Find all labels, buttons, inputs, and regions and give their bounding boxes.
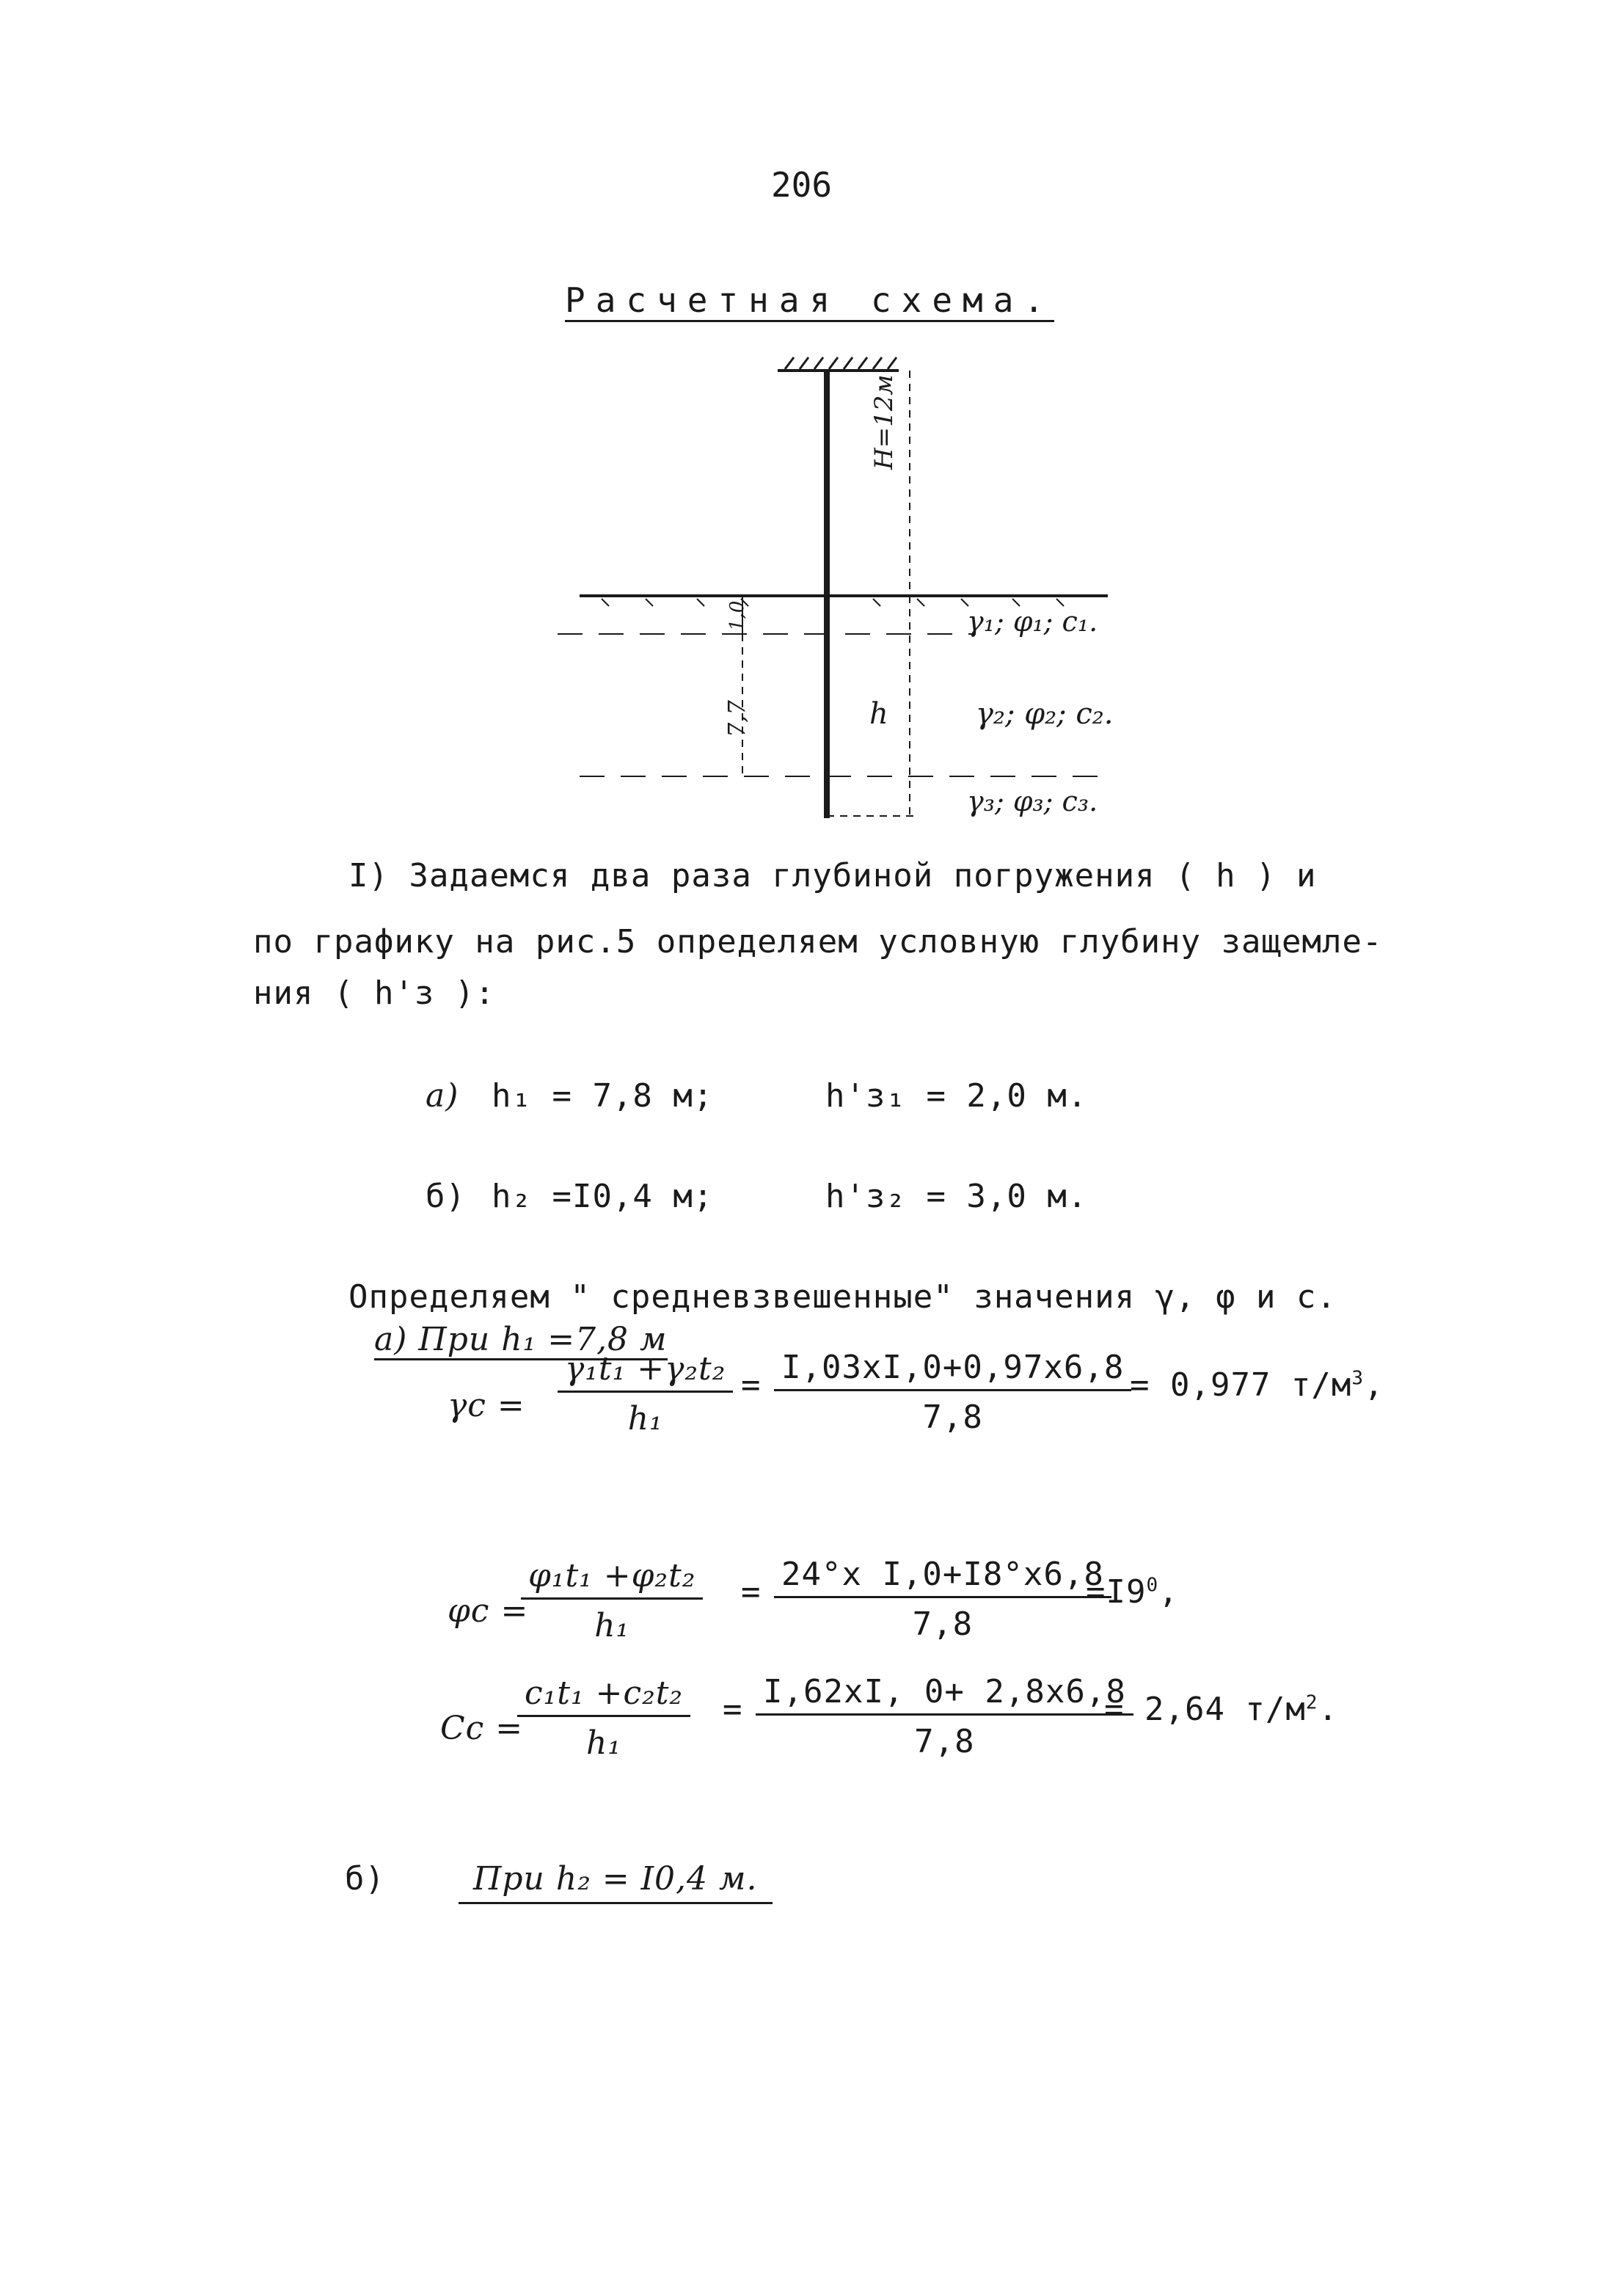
c-formula-denominator: h₁	[586, 1724, 622, 1762]
calc-b-label: б)	[345, 1860, 385, 1898]
case-b-fixity-depth: h'з₂ = 3,0 м.	[825, 1178, 1088, 1215]
h-dimension-label: h	[869, 697, 888, 731]
support-hatch-icon	[785, 357, 897, 369]
page-title: Расчетная схема.	[565, 280, 1054, 322]
weighted-values-intro: Определяем " средневзвешенные" значения γ, φ и с.	[348, 1278, 1337, 1316]
c-result-value: = 2,64 т/м	[1104, 1691, 1306, 1728]
gamma-result-tail: ,	[1364, 1366, 1384, 1404]
c-result-tail: .	[1318, 1691, 1339, 1728]
case-b-label: б)	[426, 1178, 466, 1215]
paragraph-line-1: I) Задаемся два раза глубиной погружения ( h ) и	[348, 857, 1317, 894]
layer2-properties: γ₂; φ₂; c₂.	[976, 697, 1114, 731]
layer1-properties: γ₁; φ₁; c₁.	[967, 605, 1098, 638]
phi-formula-numerator: φ₁t₁ +φ₂t₂	[521, 1557, 703, 1600]
c-substitution	[756, 1673, 1133, 1760]
calculation-scheme	[0, 0, 1603, 851]
c-equals: =	[723, 1691, 743, 1728]
phi-result-exponent: 0	[1146, 1574, 1159, 1597]
phi-substitution-denominator: 7,8	[912, 1606, 974, 1643]
phi-result-tail: ,	[1158, 1573, 1179, 1611]
layer1-dimension-label: 1,0	[726, 600, 748, 631]
gamma-result-value: = 0,977 т/м	[1130, 1366, 1352, 1404]
c-lhs: Cc =	[440, 1710, 524, 1747]
paragraph-line-3: ния ( h'з ):	[253, 974, 495, 1012]
calc-b-heading-text: При h₂ = I0,4 м.	[459, 1860, 773, 1904]
case-a-depth: h₁ = 7,8 м;	[492, 1077, 714, 1115]
gamma-equals: =	[741, 1366, 762, 1404]
gamma-result-exponent: 3	[1351, 1367, 1365, 1390]
calc-b-heading	[459, 1860, 773, 1898]
c-formula-numerator: c₁t₁ +c₂t₂	[517, 1674, 690, 1717]
phi-substitution	[774, 1556, 1111, 1643]
phi-equals: =	[741, 1573, 762, 1611]
calc-a-heading-text: а) При h₁ =7,8 м	[374, 1321, 668, 1360]
phi-lhs: φc =	[448, 1592, 529, 1630]
case-a-label: а)	[426, 1077, 459, 1115]
gamma-result	[1130, 1366, 1384, 1404]
phi-result-value: =I9	[1086, 1573, 1147, 1611]
gamma-substitution-denominator: 7,8	[922, 1399, 983, 1436]
c-formula	[517, 1674, 690, 1762]
page-number: 206	[770, 165, 833, 205]
case-a-fixity-depth: h'з₁ = 2,0 м.	[825, 1077, 1088, 1115]
layer2-dimension-label: 7,7	[723, 700, 751, 737]
gamma-formula-denominator: h₁	[627, 1400, 663, 1437]
gamma-substitution	[774, 1349, 1131, 1436]
phi-substitution-numerator: 24°x I,0+I8°x6,8	[774, 1556, 1111, 1598]
gamma-lhs: γc =	[448, 1387, 525, 1424]
gamma-substitution-numerator: I,03xI,0+0,97x6,8	[774, 1349, 1131, 1391]
phi-formula-denominator: h₁	[594, 1607, 630, 1644]
gamma-formula-numerator: γ₁t₁ +γ₂t₂	[558, 1350, 733, 1393]
c-substitution-denominator: 7,8	[914, 1723, 975, 1760]
phi-formula	[521, 1557, 703, 1644]
gamma-formula	[558, 1350, 733, 1437]
H-label: H=12м	[869, 374, 899, 470]
c-substitution-numerator: I,62xI, 0+ 2,8x6,8	[756, 1673, 1133, 1716]
phi-result	[1086, 1573, 1179, 1611]
c-result	[1104, 1691, 1338, 1728]
case-b-depth: h₂ =I0,4 м;	[492, 1178, 714, 1215]
layer3-properties: γ₃; φ₃; c₃.	[967, 785, 1098, 817]
c-result-exponent: 2	[1305, 1691, 1318, 1714]
paragraph-line-2: по графику на рис.5 определяем условную глубину защемле-	[253, 923, 1383, 961]
